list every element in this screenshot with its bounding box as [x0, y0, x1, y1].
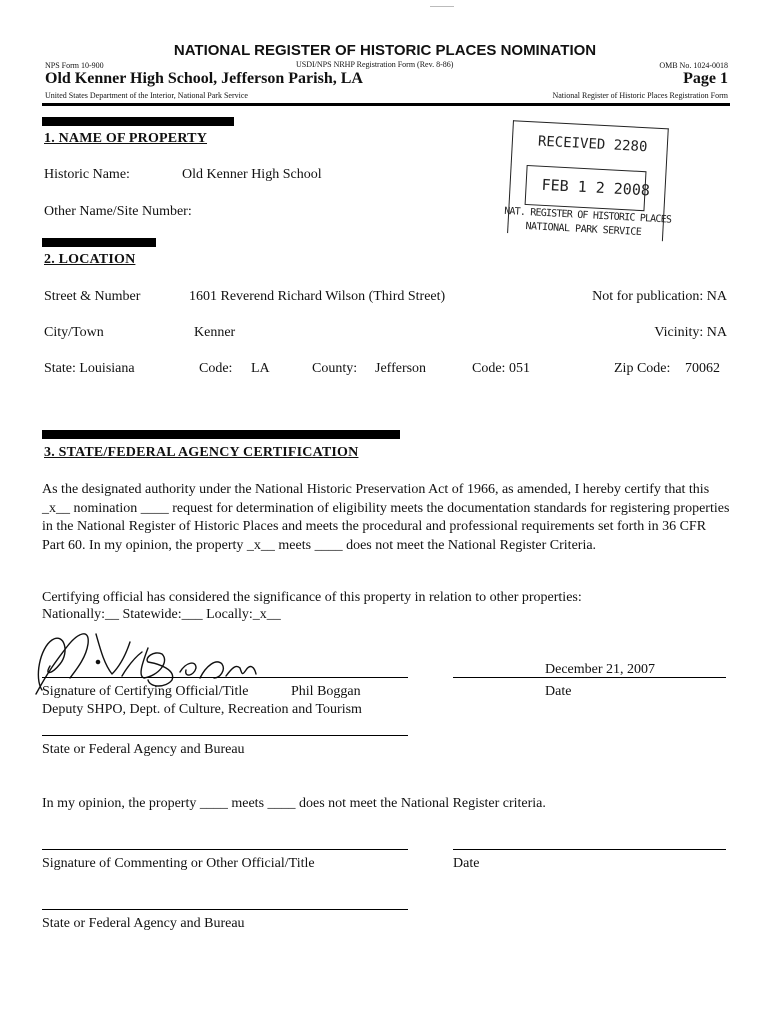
- street-label: Street & Number: [44, 289, 141, 304]
- form-reference: USDI/NPS NRHP Registration Form (Rev. 8-86): [296, 60, 454, 69]
- received-stamp: [502, 120, 671, 258]
- agency-label: State or Federal Agency and Bureau: [42, 742, 245, 757]
- date-label: Date: [545, 684, 572, 699]
- agency-line-2: [42, 909, 408, 910]
- state-code-label: Code:: [199, 361, 233, 376]
- not-for-publication: Not for publication: NA: [592, 289, 727, 304]
- header-rule: [42, 103, 730, 106]
- section2-bar: [42, 238, 156, 247]
- historic-name-label: Historic Name:: [44, 167, 130, 182]
- signer-title: Deputy SHPO, Dept. of Culture, Recreation and Tourism: [42, 702, 362, 717]
- historic-name-value: Old Kenner High School: [182, 167, 322, 182]
- agency-label-2: State or Federal Agency and Bureau: [42, 916, 245, 931]
- comment-signature-line: [42, 849, 408, 850]
- stamp-received: RECEIVED 2280: [537, 133, 648, 156]
- certification-paragraph: As the designated authority under the National Historic Preservation Act of 1966, as amended, I hereby certify that this _x__ nomination ____ request for determination of eligibility meets the documentation standards for registering properties in the National Register of Historic Places and meets the procedural and professional requirements set forth in 36 CFR Part 60. In my opinion, the property _x__ meets ____ does not meet the National Register Criteria.: [42, 482, 730, 553]
- agency-line: [42, 735, 408, 736]
- section2-title: 2. LOCATION: [44, 252, 136, 267]
- comment-date-label: Date: [453, 856, 480, 871]
- department: United States Department of the Interior, National Park Service: [45, 91, 248, 100]
- property-title: Old Kenner High School, Jefferson Parish, LA: [45, 70, 363, 87]
- county-code: Code: 051: [472, 361, 530, 376]
- signature-line: [42, 677, 408, 678]
- comment-date-line: [453, 849, 726, 850]
- form-title: NATIONAL REGISTER OF HISTORIC PLACES NOMINATION: [173, 42, 597, 59]
- street-value: 1601 Reverend Richard Wilson (Third Street): [189, 289, 446, 304]
- opinion-statement: In my opinion, the property ____ meets ____ does not meet the National Register criteria.: [42, 796, 546, 811]
- city-label: City/Town: [44, 325, 104, 340]
- section1-bar: [42, 117, 234, 126]
- signer-name: Phil Boggan: [291, 684, 361, 699]
- stamp-date: FEB 1 2 2008: [541, 175, 651, 200]
- state: State: Louisiana: [44, 361, 135, 376]
- significance-statement: Certifying official has considered the significance of this property in relation to other properties:: [42, 590, 582, 605]
- other-name-label: Other Name/Site Number:: [44, 204, 192, 219]
- county-value: Jefferson: [375, 361, 427, 376]
- section3-title: 3. STATE/FEDERAL AGENCY CERTIFICATION: [44, 445, 359, 460]
- stamp-park-service: NATIONAL PARK SERVICE: [525, 221, 642, 239]
- date-line: [453, 677, 726, 678]
- significance-levels: Nationally:__ Statewide:___ Locally:_x__: [42, 607, 281, 622]
- signature-label: Signature of Certifying Official/Title: [42, 684, 249, 699]
- omb-number: OMB No. 1024-0018: [659, 61, 728, 70]
- scan-mark: [430, 6, 454, 7]
- page-number: Page 1: [683, 70, 728, 87]
- comment-signature-label: Signature of Commenting or Other Official/Title: [42, 856, 315, 871]
- vicinity: Vicinity: NA: [654, 325, 727, 340]
- zip-value: 70062: [685, 361, 720, 376]
- zip-label: Zip Code:: [614, 361, 671, 376]
- city-value: Kenner: [194, 325, 236, 340]
- county-label: County:: [312, 361, 358, 376]
- stamp-register-line: NAT. REGISTER OF HISTORIC PLACES: [503, 205, 672, 226]
- registration-form-name: National Register of Historic Places Registration Form: [552, 91, 728, 100]
- state-code-value: LA: [251, 361, 270, 376]
- form-number: NPS Form 10-900: [45, 61, 104, 70]
- section1-title: 1. NAME OF PROPERTY: [44, 131, 208, 146]
- signature-date: December 21, 2007: [545, 662, 656, 677]
- section3-bar: [42, 430, 400, 439]
